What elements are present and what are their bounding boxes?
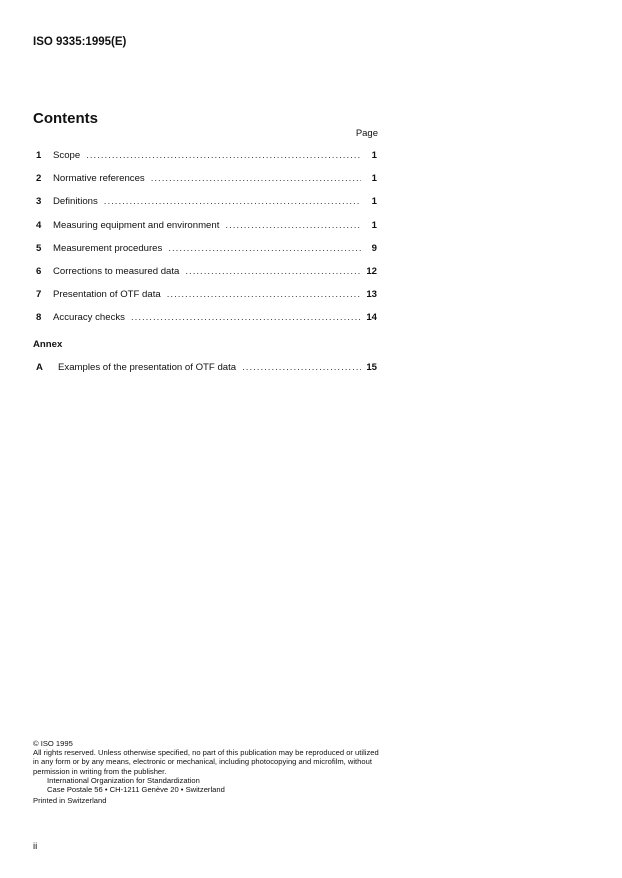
- toc-entry-page: 1: [371, 219, 377, 231]
- toc-entry-number: 5: [36, 242, 42, 254]
- toc-entry-page: 14: [366, 312, 377, 324]
- toc-leader-dots: [225, 220, 361, 231]
- toc-leader-dots: [104, 196, 361, 207]
- toc-entry-title: Definitions: [53, 196, 98, 208]
- copyright-line: © ISO 1995: [33, 739, 73, 748]
- toc-leader-dots: [131, 312, 361, 323]
- toc-entry-page: 1: [371, 196, 377, 208]
- toc-entry-page: 9: [371, 242, 377, 254]
- annex-entry[interactable]: [36, 362, 377, 385]
- toc-entry-title: Measurement procedures: [53, 242, 163, 254]
- toc-entry[interactable]: [36, 266, 377, 289]
- table-of-contents: [36, 150, 377, 336]
- toc-entry-title: Presentation of OTF data: [53, 289, 161, 301]
- toc-entry[interactable]: [36, 220, 377, 243]
- toc-entry-number: 7: [36, 289, 42, 301]
- toc-entry-page: 13: [366, 289, 377, 301]
- organization-name: International Organization for Standardization: [47, 775, 200, 785]
- annex-entry-page: 15: [366, 362, 377, 373]
- toc-leader-dots: [168, 243, 361, 254]
- toc-entry[interactable]: [36, 196, 377, 219]
- page-column-label: Page: [355, 128, 378, 139]
- rights-statement: All rights reserved. Unless otherwise specified, no part of this publication may be reproduced or utilized in any form or by any means, electronic or mechanical, including photocopying and microfilm, without permission in writing from the publisher.: [33, 748, 379, 776]
- toc-leader-dots: [242, 362, 361, 373]
- toc-entry-number: 8: [36, 312, 42, 324]
- annex-entry-letter: A: [36, 362, 43, 373]
- toc-entry[interactable]: [36, 289, 377, 312]
- toc-entry-page: 12: [366, 265, 377, 277]
- toc-entry-page: 1: [371, 150, 377, 161]
- toc-entry-number: 1: [36, 150, 42, 161]
- printed-location: Printed in Switzerland: [33, 796, 107, 806]
- toc-entry-title: Measuring equipment and environment: [53, 219, 220, 231]
- annex-entry-title: Examples of the presentation of OTF data: [58, 362, 237, 373]
- toc-entry[interactable]: [36, 312, 377, 335]
- document-header: ISO 9335:1995(E): [33, 36, 127, 48]
- toc-entry-title: Accuracy checks: [53, 312, 125, 324]
- organization-address: Case Postale 56 • CH-1211 Genève 20 • Switzerland: [47, 785, 225, 795]
- toc-entry-page: 1: [371, 173, 377, 185]
- toc-entry-title: Normative references: [53, 173, 145, 185]
- toc-entry-number: 6: [36, 265, 42, 277]
- toc-entry-title: Corrections to measured data: [53, 265, 180, 277]
- contents-title: Contents: [33, 110, 98, 127]
- toc-leader-dots: [185, 266, 361, 277]
- toc-entry-number: 3: [36, 196, 42, 208]
- toc-entry[interactable]: [36, 243, 377, 266]
- toc-entry[interactable]: [36, 173, 377, 196]
- toc-entry[interactable]: [36, 150, 377, 173]
- toc-entry-number: 2: [36, 173, 42, 185]
- annex-heading: Annex: [33, 339, 63, 350]
- toc-leader-dots: [151, 173, 361, 184]
- toc-leader-dots: [86, 150, 361, 161]
- copyright-notice: [33, 739, 383, 805]
- toc-entry-number: 4: [36, 219, 42, 231]
- toc-leader-dots: [167, 289, 361, 300]
- annex-list: [36, 362, 377, 385]
- toc-entry-title: Scope: [53, 150, 81, 161]
- page-number: ii: [33, 841, 38, 852]
